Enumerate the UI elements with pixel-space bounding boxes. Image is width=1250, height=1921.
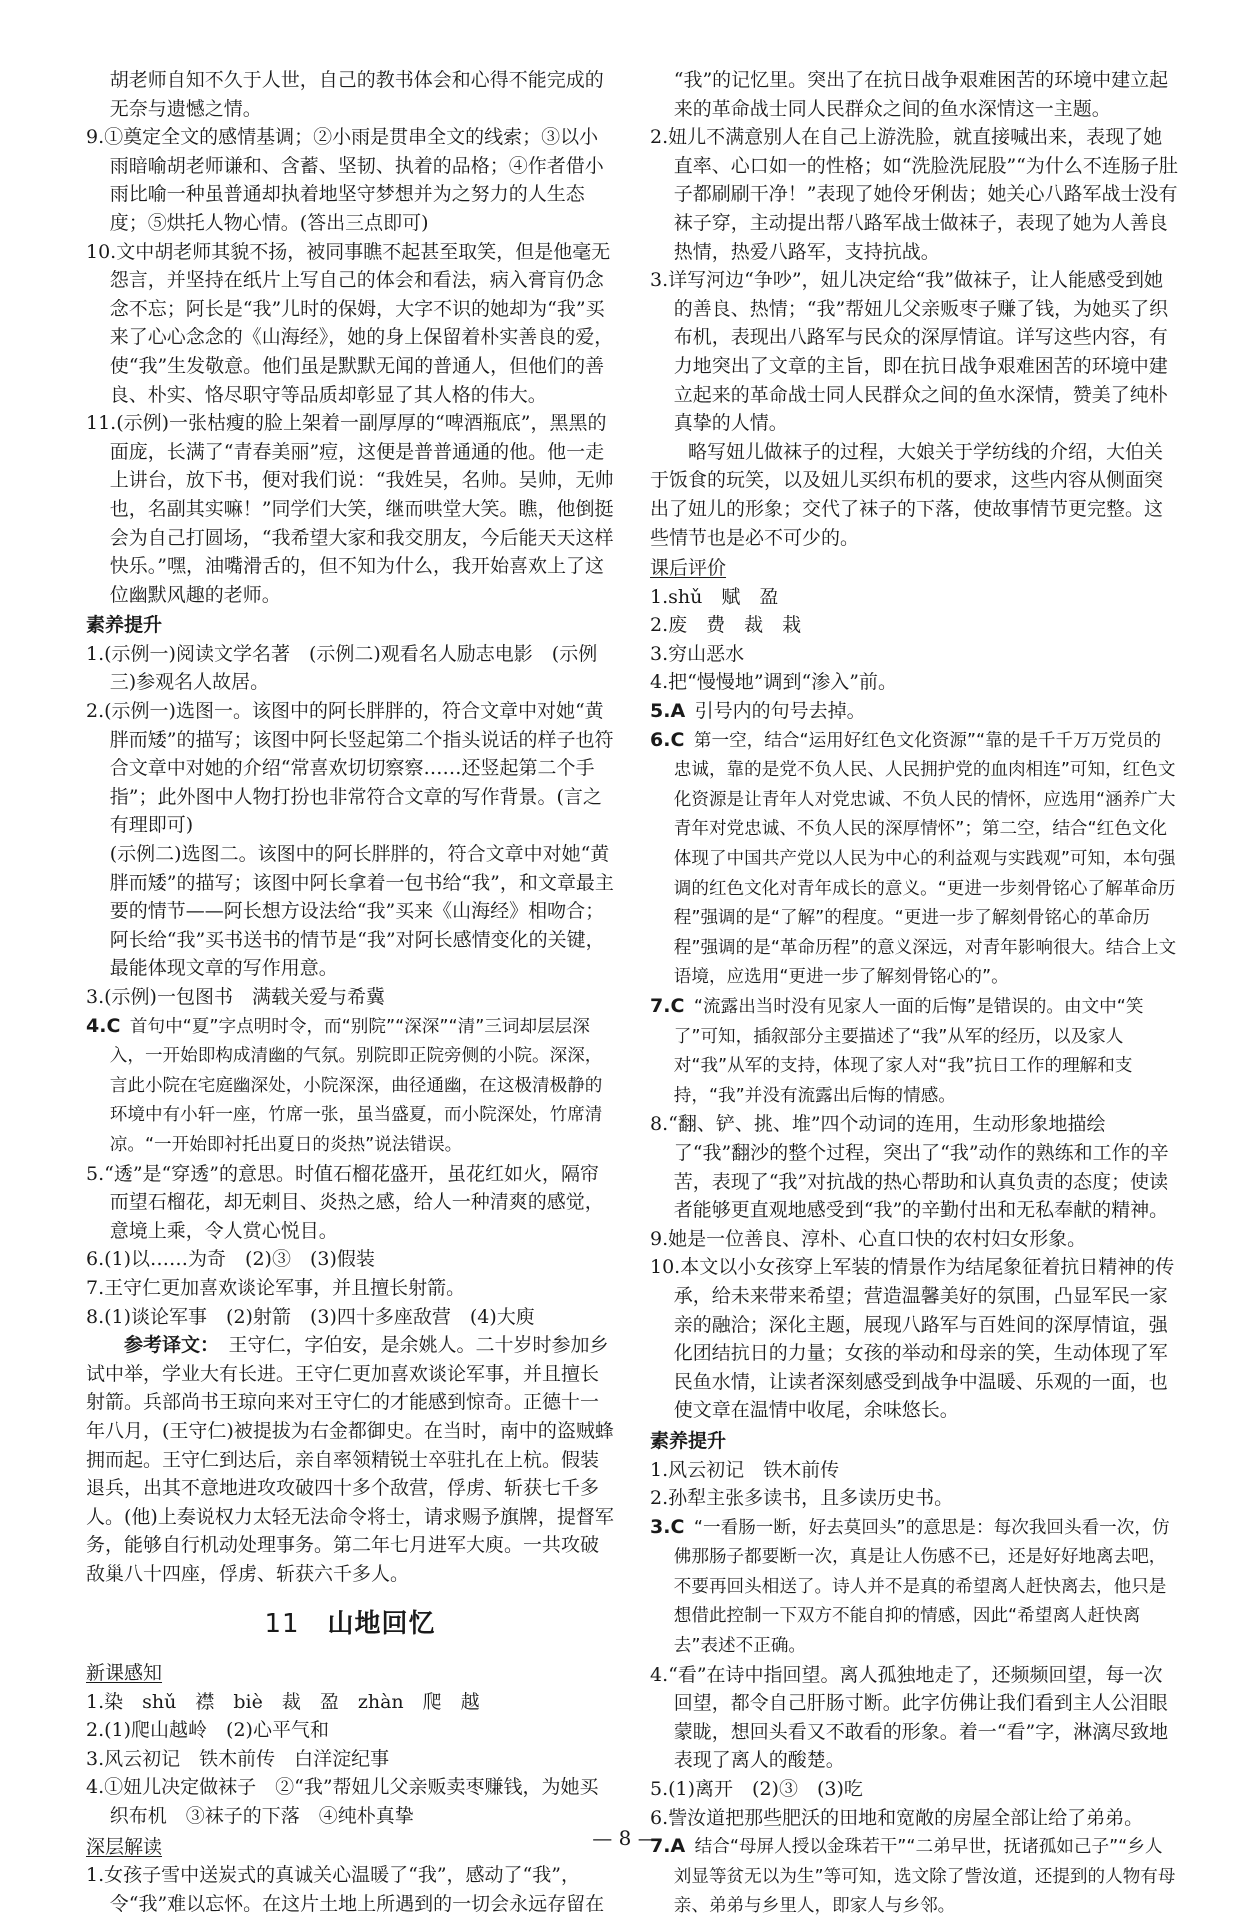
answer-text: 8.(1)谈论军事 (2)射箭 (3)四十多座敌营 (4)大庾	[86, 1305, 535, 1328]
answer-text: 11.(示例)一张枯瘦的脸上架着一副厚厚的“啤酒瓶底”，黑黑的面庞，长满了“青春美丽”痘，这便是普普通通的他。他一走上讲台，放下书，便对我们说：“我姓吴，名帅。吴帅，无帅也，名副其实嘛！”同学们大笑，继而哄堂大笑。瞧，他倒挺会为自己打圆场，“我希望大家和我交朋友，今后能天天这样快乐。”嘿，油嘴滑舌的，但不知为什么，我开始喜欢上了这位幽默风趣的老师。	[86, 412, 614, 606]
section-heading: 素养提升	[86, 614, 163, 637]
answer-item	[650, 697, 1178, 726]
answer-text: 4.①妞儿决定做袜子 ②“我”帮妞儿父亲贩卖枣赚钱，为她买织布机 ③袜子的下落 ④纯朴真挚	[86, 1776, 599, 1828]
answer-item	[650, 1225, 1178, 1254]
answer-item	[86, 1303, 614, 1332]
answer-text: 首句中“夏”字点明时令，而“别院”“深深”“清”三词却层层深入，一开始即构成清幽的气氛。别院即正院旁侧的小院。深深，言此小院在宅庭幽深处，小院深深，曲径通幽，在这极清极静的环境中有小轩一座，竹席一张，虽当盛夏，而小院深处，竹席清凉。“一开始即衬托出夏日的炎热”说法错误。	[109, 1016, 603, 1155]
answer-text: 2.(示例一)选图一。该图中的阿长胖胖的，符合文章中对她“黄胖而矮”的描写；该图中阿长竖起第二个指头说话的样子也符合文章中对她的介绍“常喜欢切切察察……还竖起第二个手指”；此外图中人物打扮也非常符合文章的写作背景。(言之有理即可)	[86, 700, 614, 837]
answer-text: 1.女孩子雪中送炭式的真诚关心温暖了“我”，感动了“我”，令“我”难以忘怀。在这片土地上所遇到的一切会永远存留在	[86, 1864, 605, 1915]
answer-item	[650, 66, 1178, 123]
answer-text: “我”的记忆里。突出了在抗日战争艰难困苦的环境中建立起来的革命战士同人民群众之间的鱼水深情这一主题。	[673, 69, 1169, 120]
answer-text: 2.(1)爬山越岭 (2)心平气和	[86, 1719, 329, 1742]
answer-text: 7.王守仁更加喜欢谈论军事，并且擅长射箭。	[86, 1276, 466, 1299]
answer-item	[86, 123, 614, 237]
answer-text: 3.风云初记 铁木前传 白洋淀纪事	[86, 1747, 390, 1770]
answer-item	[650, 438, 1178, 552]
answer-text: 3.详写河边“争吵”，妞儿决定给“我”做袜子，让人能感受到她的善良、热情；“我”帮妞儿父亲贩枣子赚了钱，为她买了织布机，表现出八路军与民众的深厚情谊。详写这些内容，有力地突出了文章的主旨，即在抗日战争艰难困苦的环境中建立起来的革命战士同人民群众之间的鱼水深情，赞美了纯朴真挚的人情。	[650, 269, 1169, 435]
answer-label: 5.A	[650, 700, 686, 723]
section-heading: 素养提升	[650, 1429, 727, 1452]
answer-text: 1.风云初记 铁木前传	[650, 1458, 840, 1481]
answer-label: 3.C	[650, 1515, 685, 1538]
answer-text: 9.①奠定全文的感情基调；②小雨是贯串全文的线索；③以小雨暗喻胡老师谦和、含蓄、坚韧、执着的品格；④作者借小雨比喻一种虽普通却执着地坚守梦想并为之努力的人生态度；⑤烘托人物心情。(答出三点即可)	[86, 126, 604, 234]
answer-item	[650, 266, 1178, 438]
answer-item	[86, 409, 614, 609]
lesson-title	[86, 1610, 614, 1639]
answer-item	[86, 640, 614, 697]
left-column	[86, 66, 614, 1918]
answer-item	[650, 992, 1178, 1110]
answer-item	[86, 840, 614, 983]
answer-item	[86, 1688, 614, 1717]
answer-item	[86, 238, 614, 410]
answer-item	[86, 1745, 614, 1774]
answer-text: 6.訾汝道把那些肥沃的田地和宽敞的房屋全部让给了弟弟。	[650, 1806, 1144, 1829]
answer-item	[86, 1012, 614, 1160]
answer-item	[650, 123, 1178, 266]
answer-item	[650, 1110, 1178, 1224]
answer-item	[86, 697, 614, 840]
answer-text: 王守仁，字伯安，是余姚人。二十岁时参加乡试中举，学业大有长进。王守仁更加喜欢谈论军事，并且擅长射箭。兵部尚书王琼向来对王守仁的才能感到惊奇。正德十一年八月，(王守仁)被提拔为右金都御史。在当时，南中的盗贼蜂拥而起。王守仁到达后，亲自率领精锐士卒驻扎在上杭。假装退兵，出其不意地进攻攻破四十多个敌营，俘虏、斩获七千多人。(他)上奏说权力太轻无法命令将士，请求赐予旗牌，提督军务，能够自行机动处理事务。第二年七月进军大庾。一共攻破敌巢八十四座，俘虏、斩获六千多人。	[86, 1334, 614, 1585]
answer-label: 7.C	[650, 995, 685, 1017]
answer-text: 结合“母屏人授以金珠若干”“二弟早世，抚诸孤如己子”“乡人刘显等贫无以为生”等可知，选文除了訾汝道，还提到的人物有母亲、弟弟与乡里人，即家人与乡邻。	[673, 1837, 1176, 1917]
right-column	[650, 66, 1178, 1921]
answer-item	[86, 1274, 614, 1303]
answer-item	[650, 1513, 1178, 1661]
answer-text: 3.(示例)一包图书 满载关爱与希冀	[86, 986, 385, 1008]
lesson-number: 11	[264, 1609, 300, 1640]
answer-text: 6.(1)以……为奇 (2)③ (3)假装	[86, 1248, 375, 1271]
section-heading: 课后评价	[650, 557, 727, 580]
answer-item	[650, 726, 1178, 992]
answer-item	[86, 1331, 614, 1588]
answer-item	[650, 611, 1178, 640]
answer-text: 2.妞儿不满意别人在自己上游洗脸，就直接喊出来，表现了她直率、心口如一的性格；如“洗脸洗屁股”“为什么不连肠子肚子都刷刷干净！”表现了她伶牙俐齿；她关心八路军战士没有袜子穿，主动提出帮八路军战士做袜子，表现了她为人善良热情，热爱八路军，支持抗战。	[650, 126, 1178, 263]
answer-text: 胡老师自知不久于人世，自己的教书体会和心得不能完成的无奈与遗憾之情。	[109, 69, 604, 120]
answer-text: 引号内的句号去掉。	[694, 700, 866, 723]
answer-text: (示例二)选图二。该图中的阿长胖胖的，符合文章中对她“黄胖而矮”的描写；该图中阿长拿着一包书给“我”，和文章最主要的情节——阿长想方设法给“我”买来《山海经》相吻合；阿长给“我”买书送书的情节是“我”对阿长感情变化的关键，最能体现文章的写作用意。	[109, 843, 614, 980]
section-heading: 新课感知	[86, 1662, 163, 1685]
answer-item	[86, 1861, 614, 1918]
answer-label: 7.A	[650, 1835, 686, 1858]
answer-item	[650, 1253, 1178, 1425]
answer-text: 4.把“慢慢地”调到“渗入”前。	[650, 671, 897, 694]
answer-text: 9.她是一位善良、淳朴、心直口快的农村妇女形象。	[650, 1227, 1087, 1250]
answer-text: 3.穷山恶水	[650, 642, 745, 665]
answer-text: 8.“翻、铲、挑、堆”四个动词的连用，生动形象地描绘了“我”翻沙的整个过程，突出了“我”动作的熟练和工作的辛苦，表现了“我”对抗战的热心帮助和认真负责的态度；使读者能够更直观地感受到“我”的辛勤付出和无私奉献的精神。	[650, 1113, 1169, 1222]
answer-item	[650, 583, 1178, 612]
answer-text: 1.shǔ 赋 盈	[650, 585, 779, 608]
answer-text: 10.文中胡老师其貌不扬，被同事瞧不起甚至取笑，但是他毫无怨言，并坚持在纸片上写自己的体会和看法，病入膏肓仍念念不忘；阿长是“我”儿时的保姆，大字不识的她却为“我”买来了心心念念的《山海经》，她的身上保留着朴实善良的爱，使“我”生发敬意。他们虽是默默无闻的普通人，但他们的善良、朴实、恪尽职守等品质却彰显了其人格的伟大。	[86, 240, 614, 406]
answer-label: 6.C	[650, 728, 685, 751]
answer-text: 2.废 费 裁 栽	[650, 614, 802, 637]
answer-text: 4.“看”在诗中指回望。离人孤独地走了，还频频回望，每一次回望，都令自己肝肠寸断。此字仿佛让我们看到主人公泪眼蒙眬，想回头看又不敢看的形象。着一“看”字，淋漓尽致地表现了离人的酸楚。	[650, 1663, 1169, 1772]
answer-item	[650, 1775, 1178, 1804]
answer-text: 略写妞儿做袜子的过程，大娘关于学纺线的介绍，大伯关于饭食的玩笑，以及妞儿买织布机的要求，这些内容从侧面突出了妞儿的形象；交代了袜子的下落，使故事情节更完整。这些情节也是必不可少的。	[650, 440, 1164, 549]
answer-item	[86, 1245, 614, 1274]
answer-text: 2.孙犁主张多读书，且多读历史书。	[650, 1487, 954, 1510]
answer-label: 参考译文：	[124, 1334, 220, 1357]
answer-text: “一看肠一断，好去莫回头”的意思是：每次我回头看一次，仿佛那肠子都要断一次，真是让人伤感不已，还是好好地离去吧，不要再回头相送了。诗人并不是真的希望离人赶快离去，他只是想借此控制一下双方不能自抑的情感，因此“希望离人赶快离去”表述不正确。	[673, 1517, 1170, 1657]
answer-item	[86, 66, 614, 123]
section-heading: 深层解读	[86, 1835, 163, 1858]
answer-text: 1.染 shǔ 襟 biè 裁 盈 zhàn 爬 越	[86, 1690, 480, 1713]
answer-item	[86, 1773, 614, 1830]
answer-item	[650, 1484, 1178, 1513]
answer-item	[650, 1661, 1178, 1775]
answer-item	[86, 1716, 614, 1745]
answer-text: 10.本文以小女孩穿上军装的情景作为结尾象征着抗日精神的传承，给未来带来希望；营造温馨美好的氛围，凸显军民一家亲的融洽；深化主题，展现八路军与百姓间的深厚情谊，强化团结抗日的力量；女孩的举动和母亲的笑，生动体现了军民鱼水情，让读者深刻感受到战争中温暖、乐观的一面，也使文章在温情中收尾，余味悠长。	[650, 1256, 1175, 1422]
answer-text: 1.(示例一)阅读文学名著 (示例二)观看名人励志电影 (示例三)参观名人故居。	[86, 642, 598, 694]
answer-label: 4.C	[86, 1014, 121, 1037]
answer-item	[86, 983, 614, 1012]
answer-text: 5.“透”是“穿透”的意思。时值石榴花盛开，虽花红如火，隔帘而望石榴花，却无刺目、炎热之感，给人一种清爽的感觉，意境上乘，令人赏心悦目。	[86, 1162, 604, 1242]
answer-text: 5.(1)离开 (2)③ (3)吃	[650, 1778, 863, 1801]
lesson-title-text: 山地回忆	[327, 1609, 436, 1640]
page-number: — 8 —	[592, 1826, 658, 1850]
answer-item	[650, 668, 1178, 697]
answer-item	[650, 640, 1178, 669]
answer-text: “流露出当时没有见家人一面的后悔”是错误的。由文中“笑了”可知，插叙部分主要描述了“我”从军的经历，以及家人对“我”从军的支持，体现了家人对“我”抗日工作的理解和支持，“我”并没有流露出后悔的情感。	[673, 997, 1144, 1106]
answer-item	[86, 1160, 614, 1246]
answer-item	[650, 1456, 1178, 1485]
answer-text: 第一空，结合“运用好红色文化资源”“靠的是千千万万党员的忠诚，靠的是党不负人民、人民拥护党的血肉相连”可知，红色文化资源是让青年人对党忠诚、不负人民的情怀，应选用“涵养广大青年对党忠诚、不负人民的深厚情怀”；第二空，结合“红色文化体现了中国共产党以人民为中心的利益观与实践观”可知，本句强调的红色文化对青年成长的意义。“更进一步刻骨铭心了解革命历程”强调的是“了解”的程度。“更进一步了解刻骨铭心的革命历程”强调的是“革命历程”的意义深远，对青年影响很大。结合上文语境，应选用“更进一步了解刻骨铭心的”。	[673, 730, 1177, 988]
